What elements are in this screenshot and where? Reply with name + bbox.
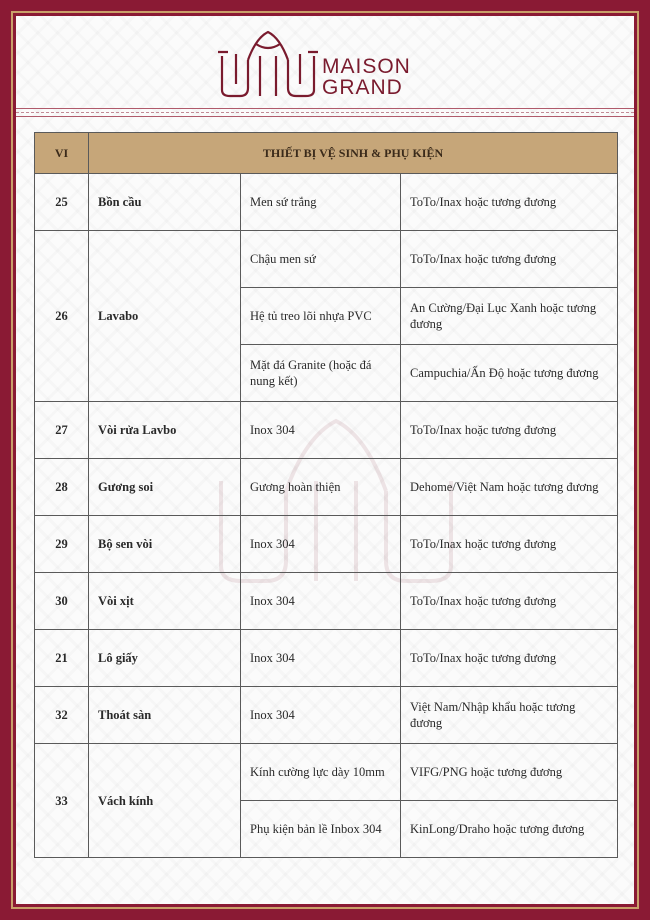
item-brand: An Cường/Đại Lục Xanh hoặc tương đương [401, 288, 618, 345]
item-material: Gương hoàn thiện [241, 459, 401, 516]
item-name: Bồn cầu [89, 174, 241, 231]
item-brand: ToTo/Inax hoặc tương đương [401, 573, 618, 630]
item-name: Vòi rửa Lavbo [89, 402, 241, 459]
row-number: 32 [35, 687, 89, 744]
item-material: Hệ tủ treo lõi nhựa PVC [241, 288, 401, 345]
item-brand: Campuchia/Ấn Độ hoặc tương đương [401, 345, 618, 402]
table-row [35, 231, 618, 288]
header-divider-dotted [16, 112, 634, 113]
header [16, 16, 634, 106]
table-row [35, 459, 618, 516]
table-row [35, 744, 618, 801]
item-material: Inox 304 [241, 630, 401, 687]
document-page [16, 16, 634, 904]
brand-line-2: GRAND [322, 76, 403, 99]
item-brand: VIFG/PNG hoặc tương đương [401, 744, 618, 801]
item-name: Bộ sen vòi [89, 516, 241, 573]
row-number: 27 [35, 402, 89, 459]
section-number: VI [35, 133, 89, 174]
item-name: Vách kính [89, 744, 241, 858]
item-name: Thoát sàn [89, 687, 241, 744]
item-name: Gương soi [89, 459, 241, 516]
item-material: Inox 304 [241, 516, 401, 573]
table-row [35, 174, 618, 231]
row-number: 25 [35, 174, 89, 231]
item-material: Kính cường lực dày 10mm [241, 744, 401, 801]
header-divider [16, 116, 634, 117]
item-name: Lô giấy [89, 630, 241, 687]
brand-line-1: MAISON [322, 55, 411, 78]
item-brand: ToTo/Inax hoặc tương đương [401, 402, 618, 459]
header-divider [16, 108, 634, 109]
item-brand: Dehome/Việt Nam hoặc tương đương [401, 459, 618, 516]
item-material: Men sứ trắng [241, 174, 401, 231]
item-material: Chậu men sứ [241, 231, 401, 288]
table-row [35, 687, 618, 744]
row-number: 29 [35, 516, 89, 573]
item-brand: KinLong/Draho hoặc tương đương [401, 801, 618, 858]
table-row [35, 573, 618, 630]
maison-grand-logo-icon [216, 26, 320, 102]
item-brand: ToTo/Inax hoặc tương đương [401, 516, 618, 573]
item-brand: Việt Nam/Nhập khẩu hoặc tương đương [401, 687, 618, 744]
item-material: Inox 304 [241, 687, 401, 744]
table-row [35, 516, 618, 573]
item-material: Mặt đá Granite (hoặc đá nung kết) [241, 345, 401, 402]
spec-table [34, 132, 618, 858]
row-number: 28 [35, 459, 89, 516]
item-brand: ToTo/Inax hoặc tương đương [401, 231, 618, 288]
item-brand: ToTo/Inax hoặc tương đương [401, 174, 618, 231]
item-brand: ToTo/Inax hoặc tương đương [401, 630, 618, 687]
row-number: 26 [35, 231, 89, 402]
item-name: Lavabo [89, 231, 241, 402]
item-name: Vòi xịt [89, 573, 241, 630]
row-number: 33 [35, 744, 89, 858]
item-material: Inox 304 [241, 573, 401, 630]
item-material: Inox 304 [241, 402, 401, 459]
table-row [35, 630, 618, 687]
table-row [35, 402, 618, 459]
row-number: 30 [35, 573, 89, 630]
section-title: THIẾT BỊ VỆ SINH & PHỤ KIỆN [89, 133, 618, 174]
item-material: Phụ kiện bản lề Inbox 304 [241, 801, 401, 858]
brand-name [322, 56, 411, 98]
row-number: 21 [35, 630, 89, 687]
section-header-row [35, 133, 618, 174]
